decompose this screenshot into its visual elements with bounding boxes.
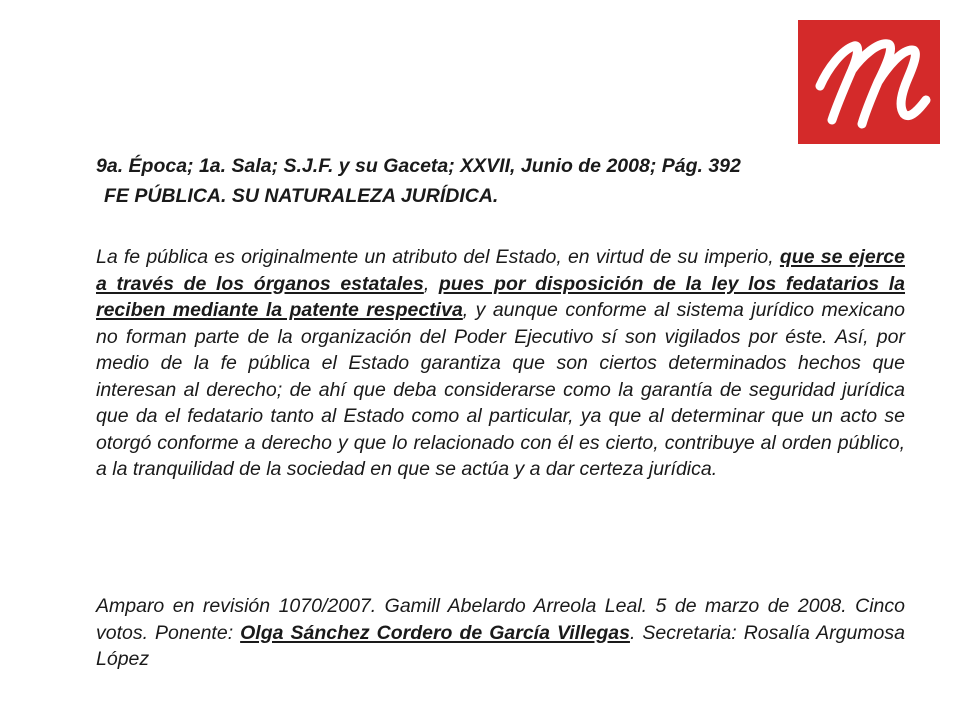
ponente-name: Olga Sánchez Cordero de García Villegas xyxy=(240,621,630,644)
body-text-part2: , xyxy=(423,272,439,295)
underlined-phrase-patente: pues por disposición de la ley los fedatarios la reciben mediante la patente respectiva xyxy=(96,272,906,321)
amparo-text-part1: Amparo en revisión 1070/2007. Gamill Abelardo Arreola Leal. 5 de marzo de 2008. Cinco votos. Ponente: xyxy=(96,595,905,644)
body-text-part3: , y aunque conforme al sistema jurídico mexicano no forman parte de la organización del Poder Ejecutivo sí son vigilados por éste. Así, por medio de la fe pública el Estado garantiza que son ciertos determinados hechos que interesan al derecho; de ahí que deba considerarse como la garantía de seguridad jurídica que da el fedatario tanto al Estado como al particular, ya que al determinar que un acto se otorgó conforme a derecho y que lo relacionado con él es cierto, contribuye al orden público, a la tranquilidad de la sociedad en que se actúa y a dar certeza jurídica. xyxy=(96,299,906,480)
document-title: FE PÚBLICA. SU NATURALEZA JURÍDICA. xyxy=(104,185,499,207)
amparo-text-part2: . Secretaria: Rosalía Argumosa López xyxy=(96,621,905,670)
body-text-part1: La fe pública es originalmente un atributo del Estado, en virtud de su imperio, xyxy=(96,246,780,268)
citation-header: 9a. Época; 1a. Sala; S.J.F. y su Gaceta; XXVII, Junio de 2008; Pág. 392 xyxy=(96,155,741,177)
body-paragraph xyxy=(96,244,905,483)
m-logo-icon xyxy=(798,20,940,144)
underlined-phrase-organos: que se ejerce a través de los órganos estatales xyxy=(96,246,905,295)
amparo-paragraph xyxy=(96,593,905,673)
brand-logo xyxy=(798,20,940,144)
